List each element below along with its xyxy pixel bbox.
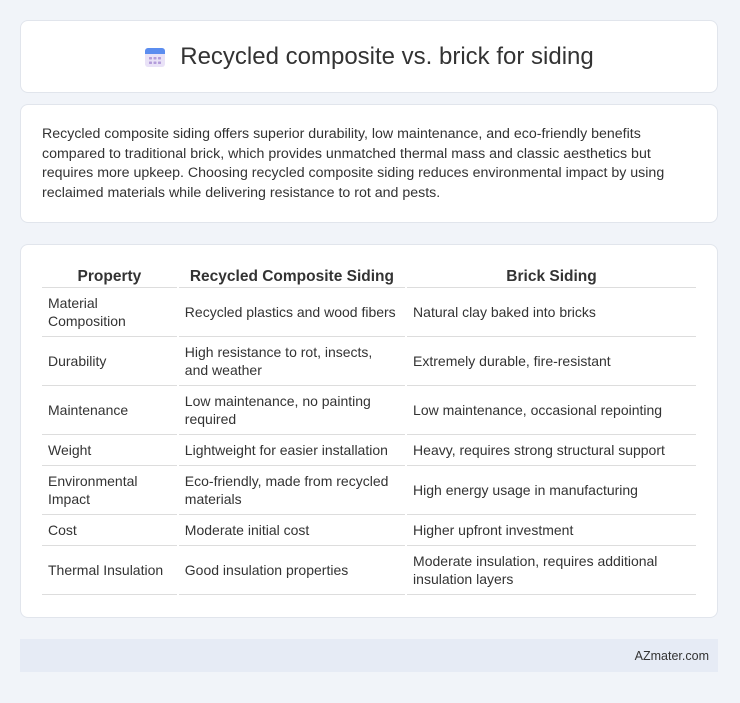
header-property: Property: [42, 265, 177, 288]
cell-property: Thermal Insulation: [42, 546, 177, 595]
cell-composite: Low maintenance, no painting required: [179, 386, 405, 435]
cell-property: Maintenance: [42, 386, 177, 435]
header-composite: Recycled Composite Siding: [179, 265, 405, 288]
title-card: [20, 20, 718, 93]
table-row: [42, 435, 696, 466]
table-row: [42, 466, 696, 515]
cell-property: Material Composition: [42, 288, 177, 337]
cell-composite: High resistance to rot, insects, and weather: [179, 337, 405, 386]
table-row: [42, 288, 696, 337]
cell-brick: Extremely durable, fire-resistant: [407, 337, 696, 386]
cell-brick: High energy usage in manufacturing: [407, 466, 696, 515]
cell-property: Durability: [42, 337, 177, 386]
table-row: [42, 546, 696, 595]
page-title: Recycled composite vs. brick for siding: [180, 42, 594, 70]
cell-property: Cost: [42, 515, 177, 546]
cell-property: Environmental Impact: [42, 466, 177, 515]
summary-text: Recycled composite siding offers superior durability, low maintenance, and eco-friendly benefits compared to traditional brick, which provides unmatched thermal mass and classic aesthetics but requires more upkeep. Choosing recycled composite siding reduces environmental impact by using reclaimed materials while delivering resistance to rot and pests.: [42, 126, 665, 201]
footer: [20, 639, 718, 672]
cell-property: Weight: [42, 435, 177, 466]
cell-composite: Good insulation properties: [179, 546, 405, 595]
table-header-row: [42, 265, 696, 288]
cell-composite: Lightweight for easier installation: [179, 435, 405, 466]
table-row: [42, 386, 696, 435]
cell-brick: Low maintenance, occasional repointing: [407, 386, 696, 435]
cell-composite: Recycled plastics and wood fibers: [179, 288, 405, 337]
cell-brick: Higher upfront investment: [407, 515, 696, 546]
cell-brick: Heavy, requires strong structural support: [407, 435, 696, 466]
summary-card: [20, 104, 718, 223]
table-row: [42, 515, 696, 546]
cell-brick: Moderate insulation, requires additional insulation layers: [407, 546, 696, 595]
header-brick: Brick Siding: [407, 265, 696, 288]
cell-brick: Natural clay baked into bricks: [407, 288, 696, 337]
cell-composite: Moderate initial cost: [179, 515, 405, 546]
comparison-table: [40, 265, 698, 595]
footer-brand: AZmater.com: [634, 648, 709, 663]
table-row: [42, 337, 696, 386]
cell-composite: Eco-friendly, made from recycled materials: [179, 466, 405, 515]
calendar-icon: [144, 46, 166, 68]
comparison-card: [20, 244, 718, 618]
